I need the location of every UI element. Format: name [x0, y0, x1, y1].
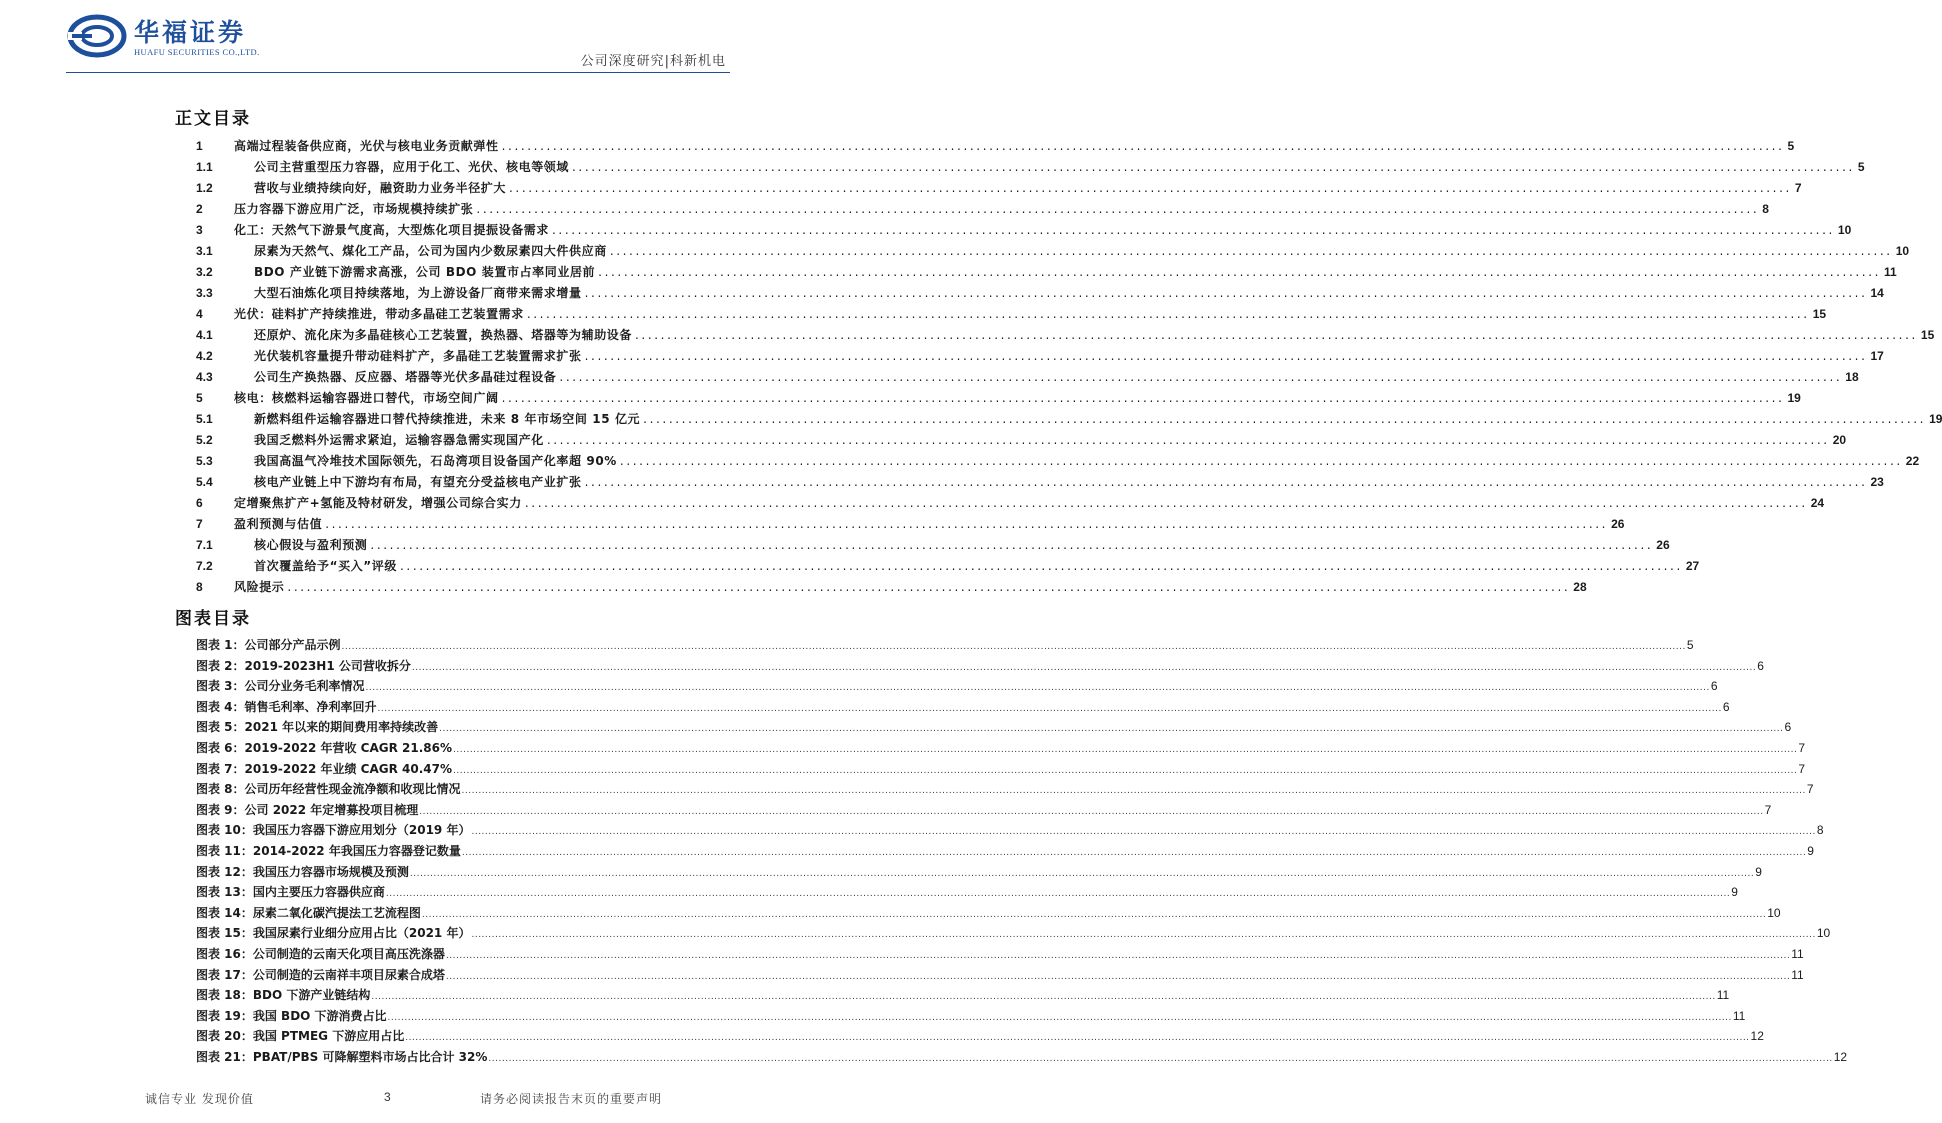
figure-entry-page: 9 — [1731, 885, 1738, 900]
logo-english-name: HUAFU SECURITIES CO.,LTD. — [134, 47, 260, 57]
toc-entry-title: BDO 产业链下游需求高涨，公司 BDO 装置市占率同业居前 — [254, 265, 596, 279]
toc-dot-leader: ........................................................................................................................................................................................................ — [584, 286, 1868, 300]
figure-dot-leader: ................................................................................................................................................................................................................................................................................................................................................................................................................ — [405, 1033, 1750, 1044]
figure-dot-leader: ................................................................................................................................................................................................................................................................................................................................................................................................................ — [371, 992, 1716, 1003]
toc-dot-leader: ........................................................................................................................................................................................................ — [476, 202, 1760, 216]
figure-dot-leader: ................................................................................................................................................................................................................................................................................................................................................................................................................ — [488, 1053, 1833, 1064]
toc-entry-title: 光伏：硅料扩产持续推进，带动多晶硅工艺装置需求 — [234, 307, 524, 321]
toc-entry-title: 公司主营重型压力容器，应用于化工、光伏、核电等领域 — [254, 160, 570, 174]
toc-dot-leader: ........................................................................................................................................................................................................ — [325, 517, 1609, 531]
toc-entry-title: 公司生产换热器、反应器、塔器等光伏多晶硅过程设备 — [254, 370, 557, 384]
toc-entry-title: 光伏装机容量提升带动硅料扩产，多晶硅工艺装置需求扩张 — [254, 349, 582, 363]
toc-dot-leader: ........................................................................................................................................................................................................ — [526, 307, 1810, 321]
toc-entry-page: 14 — [1870, 286, 1884, 300]
toc-entry-number: 8 — [196, 580, 203, 594]
figure-entry[interactable] — [196, 863, 1762, 884]
figure-entry-title: 图表 5：2021 年以来的期间费用率持续改善 — [196, 720, 439, 735]
toc-dot-leader: ........................................................................................................................................................................................................ — [584, 349, 1868, 363]
toc-entry-title: 尿素为天然气、煤化工产品，公司为国内少数尿素四大件供应商 — [254, 244, 607, 258]
toc-entry-number: 3.3 — [196, 286, 213, 300]
figure-dot-leader: ................................................................................................................................................................................................................................................................................................................................................................................................................ — [411, 662, 1757, 673]
toc-entry-title: 首次覆盖给予“买入”评级 — [254, 559, 397, 573]
toc-dot-leader: ........................................................................................................................................................................................................ — [559, 370, 1843, 384]
toc-entry-number: 4.3 — [196, 370, 213, 384]
toc-entry-title: 盈利预测与估值 — [234, 517, 323, 531]
toc-entry[interactable] — [196, 515, 1625, 536]
toc-entry[interactable] — [196, 431, 1847, 452]
figure-entry-page: 8 — [1816, 823, 1824, 838]
figure-entry-title: 图表 20：我国 PTMEG 下游应用占比 — [196, 1029, 405, 1044]
toc-entry[interactable] — [196, 536, 1670, 557]
toc-entry-page: 8 — [1762, 202, 1769, 216]
figure-entry[interactable] — [196, 636, 1694, 657]
toc-entry-page: 28 — [1573, 580, 1587, 594]
figure-entry-title: 图表 2：2019-2023H1 公司营收拆分 — [196, 658, 411, 673]
figure-entry-title: 图表 17：公司制造的云南祥丰项目尿素合成塔 — [196, 967, 445, 982]
toc-entry-page: 7 — [1794, 181, 1802, 195]
figure-entry-page: 7 — [1798, 761, 1806, 776]
toc-entry-page: 26 — [1611, 517, 1625, 531]
figure-dot-leader: ................................................................................................................................................................................................................................................................................................................................................................................................................ — [377, 703, 1722, 714]
toc-entry-number: 1.2 — [196, 181, 213, 195]
toc-entry[interactable] — [196, 200, 1769, 221]
toc-entry-number: 5.2 — [196, 433, 213, 447]
figure-entry[interactable] — [196, 924, 1831, 945]
toc-entry-page: 10 — [1895, 244, 1910, 258]
toc-entry[interactable] — [196, 368, 1859, 389]
figure-entry-page: 9 — [1755, 864, 1762, 879]
figure-entry-page: 5 — [1686, 638, 1694, 652]
toc-entry-title: 新燃料组件运输容器进口替代持续推进，未来 8 年市场空间 15 亿元 — [254, 412, 641, 426]
toc-entry-page: 15 — [1812, 307, 1827, 321]
toc-entry[interactable] — [196, 452, 1920, 473]
toc-dot-leader: ........................................................................................................................................................................................................ — [287, 580, 1571, 594]
figure-dot-leader: ................................................................................................................................................................................................................................................................................................................................................................................................................ — [445, 971, 1791, 982]
figure-entry-page: 12 — [1750, 1029, 1764, 1044]
figure-entry-title: 图表 4：销售毛利率、净利率回升 — [196, 699, 377, 714]
figure-entry-title: 图表 7：2019-2022 年业绩 CAGR 40.47% — [196, 761, 453, 776]
figure-entry-title: 图表 1：公司部分产品示例 — [196, 638, 341, 652]
toc-entry-title: 我国高温气冷堆技术国际领先，石岛湾项目设备国产化率超 90% — [254, 454, 617, 468]
figure-entry-page: 6 — [1710, 679, 1718, 694]
figure-entry[interactable] — [196, 718, 1792, 739]
figure-entry-title: 图表 16：公司制造的云南天化项目高压洗涤器 — [196, 946, 445, 961]
toc-entry[interactable] — [196, 410, 1942, 431]
toc-entry-page: 19 — [1929, 412, 1942, 426]
figure-dot-leader: ................................................................................................................................................................................................................................................................................................................................................................................................................ — [421, 909, 1767, 920]
toc-entry-title: 营收与业绩持续向好，融资助力业务半径扩大 — [254, 181, 507, 195]
figure-dot-leader: ................................................................................................................................................................................................................................................................................................................................................................................................................ — [471, 827, 1816, 838]
toc-entry[interactable] — [196, 284, 1884, 305]
page-number: 3 — [384, 1090, 391, 1104]
figure-entry-title: 图表 13：国内主要压力容器供应商 — [196, 885, 385, 900]
toc-entry-title: 高端过程装备供应商，光伏与核电业务贡献弹性 — [234, 139, 499, 153]
figure-entry[interactable] — [196, 1048, 1848, 1069]
toc-entry[interactable] — [196, 494, 1825, 515]
figure-dot-leader: ................................................................................................................................................................................................................................................................................................................................................................................................................ — [445, 950, 1791, 961]
toc-entry-number: 5 — [196, 391, 203, 405]
figure-entry-page: 7 — [1798, 740, 1806, 755]
logo-chinese-name: 华福证券 — [134, 18, 247, 47]
toc-entry-page: 18 — [1845, 370, 1859, 384]
figure-dot-leader: ................................................................................................................................................................................................................................................................................................................................................................................................................ — [385, 889, 1731, 900]
toc-entry-page: 26 — [1656, 538, 1670, 552]
toc-entry-number: 4 — [196, 307, 203, 321]
toc-dot-leader: ........................................................................................................................................................................................................ — [572, 160, 1855, 174]
toc-entry-page: 23 — [1870, 475, 1884, 489]
figure-entry-page: 12 — [1833, 1049, 1848, 1064]
figure-entry-title: 图表 11：2014-2022 年我国压力容器登记数量 — [196, 843, 461, 858]
toc-entry-number: 1 — [196, 139, 203, 153]
figure-entry-title: 图表 9：公司 2022 年定增募投项目梳理 — [196, 802, 419, 817]
figure-entry-title: 图表 19：我国 BDO 下游消费占比 — [196, 1008, 387, 1023]
toc-entry-number: 3 — [196, 223, 203, 237]
toc-entry[interactable] — [196, 179, 1802, 200]
figure-entry-title: 图表 3：公司分业务毛利率情况 — [196, 679, 365, 694]
figure-entry-title: 图表 21：PBAT/PBS 可降解塑料市场占比合计 32% — [196, 1049, 488, 1064]
toc-entry-title: 风险提示 — [234, 580, 285, 594]
toc-entry-number: 4.1 — [196, 328, 213, 342]
figure-entry[interactable] — [196, 945, 1804, 966]
figure-entry[interactable] — [196, 821, 1824, 842]
figure-entry-page: 10 — [1767, 905, 1781, 920]
figure-dot-leader: ................................................................................................................................................................................................................................................................................................................................................................................................................ — [409, 868, 1755, 879]
figure-entry-page: 11 — [1791, 946, 1804, 961]
toc-title: 正文目录 — [175, 109, 251, 129]
page-footer — [0, 1086, 794, 1116]
figure-entry-page: 11 — [1732, 1008, 1746, 1023]
toc-dot-leader: ........................................................................................................................................................................................................ — [619, 454, 1903, 468]
figure-entry-title: 图表 8：公司历年经营性现金流净额和收现比情况 — [196, 782, 461, 797]
toc-entry[interactable] — [196, 578, 1587, 599]
footer-disclaimer: 请务必阅读报告末页的重要声明 — [480, 1092, 663, 1106]
figure-entry-page: 6 — [1757, 658, 1764, 673]
toc-entry-page: 20 — [1832, 433, 1847, 447]
figure-list — [196, 636, 1848, 1068]
toc-entry-number: 7.1 — [196, 538, 213, 552]
toc-entry-number: 4.2 — [196, 349, 213, 363]
toc-dot-leader: ........................................................................................................................................................................................................ — [584, 475, 1868, 489]
toc-entry-number: 5.1 — [196, 412, 213, 426]
toc-dot-leader: ........................................................................................................................................................................................................ — [399, 559, 1683, 573]
figure-entry[interactable] — [196, 739, 1806, 760]
toc-dot-leader: ........................................................................................................................................................................................................ — [643, 412, 1927, 426]
toc-entry[interactable] — [196, 221, 1852, 242]
toc-dot-leader: ........................................................................................................................................................................................................ — [509, 181, 1792, 195]
figure-entry-title: 图表 12：我国压力容器市场规模及预测 — [196, 864, 409, 879]
toc-entry-page: 15 — [1920, 328, 1935, 342]
figure-dot-leader: ................................................................................................................................................................................................................................................................................................................................................................................................................ — [419, 806, 1764, 817]
figure-entry-page: 6 — [1784, 720, 1792, 735]
toc-entry-number: 2 — [196, 202, 203, 216]
toc-entry[interactable] — [196, 137, 1795, 158]
figure-entry[interactable] — [196, 698, 1730, 719]
toc-entry-number: 7.2 — [196, 559, 213, 573]
toc-entry-title: 还原炉、流化床为多晶硅核心工艺装置，换热器、塔器等为辅助设备 — [254, 328, 633, 342]
toc-entry-page: 11 — [1884, 265, 1897, 279]
toc-dot-leader: ........................................................................................................................................................................................................ — [370, 538, 1654, 552]
toc-entry-page: 19 — [1787, 391, 1801, 405]
toc-entry[interactable] — [196, 326, 1935, 347]
toc-entry-title: 压力容器下游应用广泛，市场规模持续扩张 — [234, 202, 474, 216]
toc-dot-leader: ........................................................................................................................................................................................................ — [598, 265, 1882, 279]
toc-dot-leader: ........................................................................................................................................................................................................ — [501, 391, 1785, 405]
figure-entry-title: 图表 10：我国压力容器下游应用划分（2019 年） — [196, 823, 471, 838]
toc-entry-page: 27 — [1685, 559, 1700, 573]
toc-entry-page: 22 — [1905, 454, 1920, 468]
figure-entry[interactable] — [196, 760, 1806, 781]
figure-entry-page: 6 — [1722, 699, 1730, 714]
toc-entry-title: 核电产业链上中下游均有布局，有望充分受益核电产业扩张 — [254, 475, 582, 489]
figure-dot-leader: ................................................................................................................................................................................................................................................................................................................................................................................................................ — [387, 1012, 1732, 1023]
header-divider — [66, 72, 730, 73]
toc-entry-number: 3.1 — [196, 244, 213, 258]
toc-dot-leader: ........................................................................................................................................................................................................ — [501, 139, 1785, 153]
figure-entry[interactable] — [196, 904, 1781, 925]
figure-entry[interactable] — [196, 986, 1730, 1007]
toc-entry-title: 我国乏燃料外运需求紧迫，运输容器急需实现国产化 — [254, 433, 544, 447]
toc-entry-page: 5 — [1787, 139, 1795, 153]
figure-entry[interactable] — [196, 1007, 1746, 1028]
figure-entry[interactable] — [196, 842, 1814, 863]
toc-entry[interactable] — [196, 347, 1884, 368]
toc-list — [196, 137, 1942, 599]
figure-dot-leader: ................................................................................................................................................................................................................................................................................................................................................................................................................ — [453, 765, 1798, 776]
figure-entry-page: 7 — [1806, 782, 1814, 797]
figure-entry-title: 图表 18：BDO 下游产业链结构 — [196, 988, 371, 1003]
toc-dot-leader: ........................................................................................................................................................................................................ — [552, 223, 1835, 237]
figure-entry-page: 7 — [1764, 802, 1772, 817]
toc-entry-number: 5.3 — [196, 454, 213, 468]
figure-entry-page: 10 — [1816, 926, 1831, 941]
toc-entry-title: 核心假设与盈利预测 — [254, 538, 368, 552]
figure-entry[interactable] — [196, 677, 1718, 698]
toc-entry-number: 1.1 — [196, 160, 213, 174]
figure-dot-leader: ................................................................................................................................................................................................................................................................................................................................................................................................................ — [461, 786, 1806, 797]
toc-dot-leader: ........................................................................................................................................................................................................ — [635, 328, 1918, 342]
toc-entry[interactable] — [196, 473, 1884, 494]
toc-dot-leader: ........................................................................................................................................................................................................ — [524, 496, 1808, 510]
figure-entry[interactable] — [196, 966, 1804, 987]
figure-entry-page: 11 — [1716, 988, 1730, 1003]
figure-dot-leader: ................................................................................................................................................................................................................................................................................................................................................................................................................ — [341, 642, 1686, 652]
toc-entry-title: 核电：核燃料运输容器进口替代，市场空间广阔 — [234, 391, 499, 405]
figure-entry[interactable] — [196, 657, 1764, 678]
huafu-logo-icon — [68, 14, 126, 58]
toc-dot-leader: ........................................................................................................................................................................................................ — [546, 433, 1830, 447]
toc-entry[interactable] — [196, 263, 1897, 284]
toc-entry-title: 大型石油炼化项目持续落地，为上游设备厂商带来需求增量 — [254, 286, 582, 300]
figure-entry[interactable] — [196, 780, 1814, 801]
toc-entry-page: 10 — [1837, 223, 1852, 237]
toc-entry[interactable] — [196, 557, 1700, 578]
footer-slogan: 诚信专业 发现价值 — [145, 1092, 254, 1106]
toc-entry[interactable] — [196, 242, 1910, 263]
toc-entry-number: 5.4 — [196, 475, 213, 489]
toc-entry-page: 24 — [1810, 496, 1825, 510]
toc-entry-number: 7 — [196, 517, 203, 531]
toc-entry[interactable] — [196, 305, 1827, 326]
toc-entry-number: 6 — [196, 496, 203, 510]
figure-list-title: 图表目录 — [175, 609, 251, 629]
figure-entry[interactable] — [196, 883, 1738, 904]
figure-entry-page: 9 — [1807, 843, 1814, 858]
toc-entry-page: 5 — [1857, 160, 1865, 174]
figure-dot-leader: ................................................................................................................................................................................................................................................................................................................................................................................................................ — [439, 724, 1784, 735]
page-header — [0, 0, 794, 80]
figure-entry-title: 图表 6：2019-2022 年营收 CAGR 21.86% — [196, 740, 453, 755]
figure-entry-title: 图表 14：尿素二氧化碳汽提法工艺流程图 — [196, 905, 421, 920]
report-type-label: 公司深度研究|科新机电 — [580, 54, 726, 69]
figure-entry-title: 图表 15：我国尿素行业细分应用占比（2021 年） — [196, 926, 471, 941]
figure-entry[interactable] — [196, 1027, 1764, 1048]
toc-entry[interactable] — [196, 158, 1865, 179]
toc-entry-page: 17 — [1870, 349, 1884, 363]
toc-dot-leader: ........................................................................................................................................................................................................ — [609, 244, 1893, 258]
figure-entry[interactable] — [196, 801, 1772, 822]
figure-entry-page: 11 — [1791, 967, 1804, 982]
figure-dot-leader: ................................................................................................................................................................................................................................................................................................................................................................................................................ — [471, 930, 1816, 941]
figure-dot-leader: ................................................................................................................................................................................................................................................................................................................................................................................................................ — [461, 847, 1807, 858]
figure-dot-leader: ................................................................................................................................................................................................................................................................................................................................................................................................................ — [453, 744, 1798, 755]
figure-dot-leader: ................................................................................................................................................................................................................................................................................................................................................................................................................ — [365, 683, 1710, 694]
toc-entry-title: 化工：天然气下游景气度高，大型炼化项目提振设备需求 — [234, 223, 550, 237]
toc-entry-title: 定增聚焦扩产+氢能及特材研发，增强公司综合实力 — [234, 496, 522, 510]
toc-entry[interactable] — [196, 389, 1801, 410]
toc-entry-number: 3.2 — [196, 265, 213, 279]
